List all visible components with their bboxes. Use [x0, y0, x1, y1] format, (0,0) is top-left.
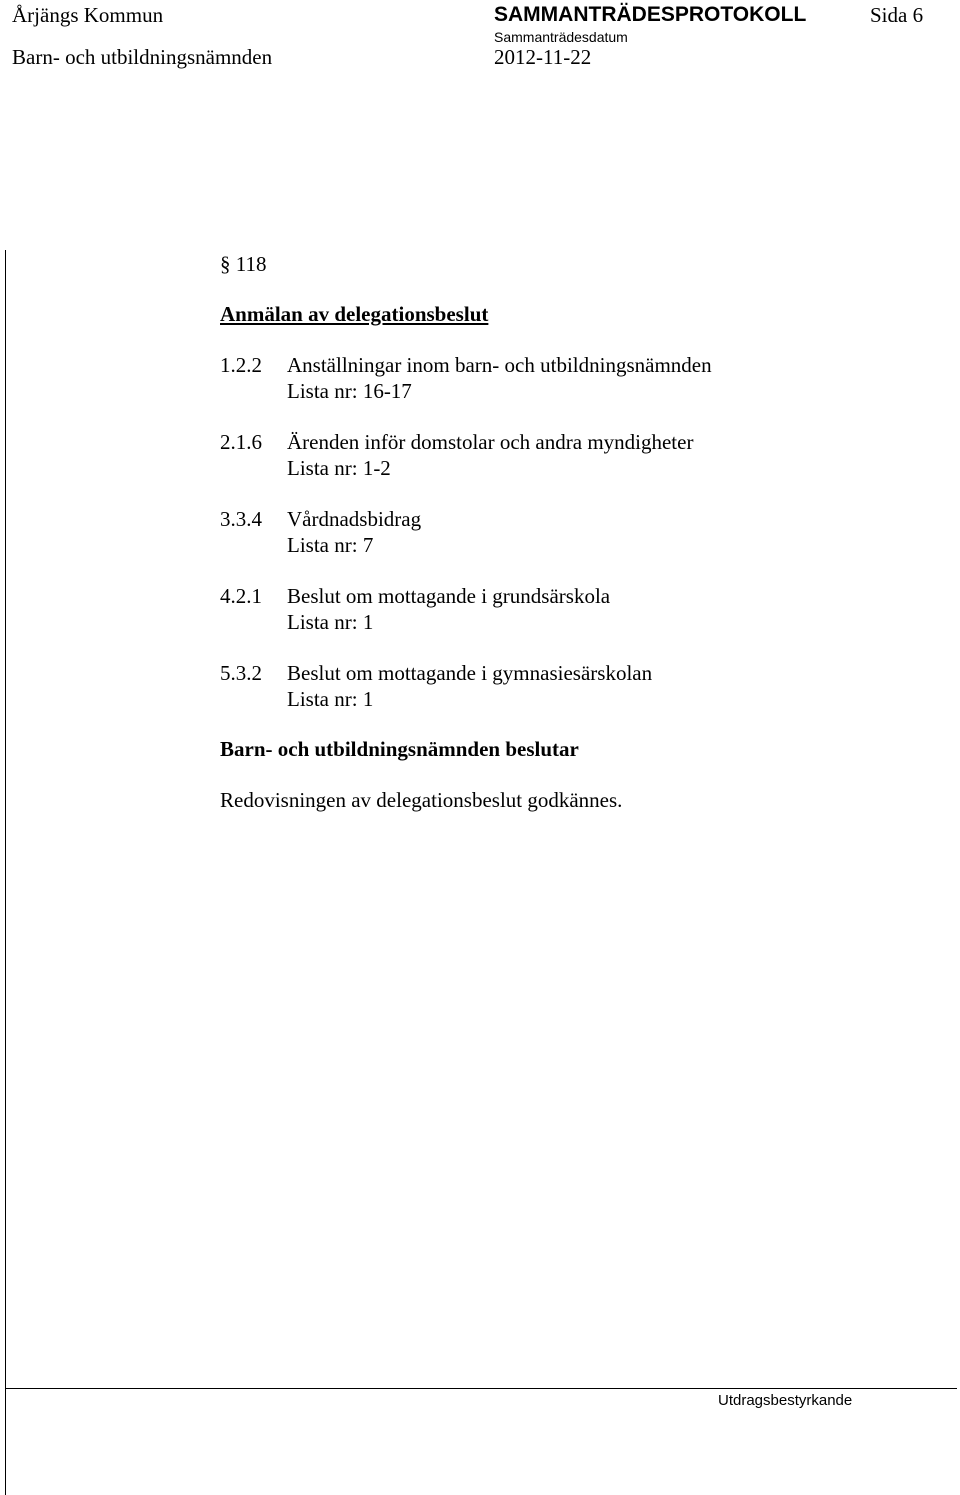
- item-list-number: Lista nr: 7: [287, 533, 374, 557]
- item-code: 1.2.2: [220, 353, 262, 377]
- item-title: Beslut om mottagande i gymnasiesärskolan: [287, 661, 653, 685]
- item-list-number: Lista nr: 1: [287, 610, 374, 634]
- left-margin-rule: [5, 250, 6, 1495]
- committee-name: Barn- och utbildningsnämnden: [12, 45, 273, 69]
- item-list-number: Lista nr: 1: [287, 687, 374, 711]
- decision-text: Redovisningen av delegationsbeslut godkännes.: [220, 788, 623, 812]
- document-title: SAMMANTRÄDESPROTOKOLL: [494, 3, 807, 26]
- section-heading: Anmälan av delegationsbeslut: [220, 302, 489, 326]
- item-code: 4.2.1: [220, 584, 262, 608]
- item-code: 5.3.2: [220, 661, 262, 685]
- item-list-number: Lista nr: 1-2: [287, 456, 391, 480]
- footer-rule: [5, 1388, 957, 1389]
- meeting-date: 2012-11-22: [494, 45, 592, 69]
- municipality-name: Årjängs Kommun: [12, 3, 164, 27]
- page-number: Sida 6: [870, 3, 924, 27]
- item-code: 3.3.4: [220, 507, 262, 531]
- item-list-number: Lista nr: 16-17: [287, 379, 412, 403]
- meeting-date-label: Sammanträdesdatum: [494, 29, 628, 45]
- decision-heading: Barn- och utbildningsnämnden beslutar: [220, 737, 579, 761]
- item-title: Ärenden inför domstolar och andra myndigheter: [287, 430, 694, 454]
- item-title: Vårdnadsbidrag: [287, 507, 422, 531]
- item-title: Beslut om mottagande i grundsärskola: [287, 584, 611, 608]
- item-title: Anställningar inom barn- och utbildningsnämnden: [287, 353, 712, 377]
- certification-label: Utdragsbestyrkande: [718, 1392, 853, 1409]
- item-code: 2.1.6: [220, 430, 262, 454]
- section-number: § 118: [220, 252, 267, 276]
